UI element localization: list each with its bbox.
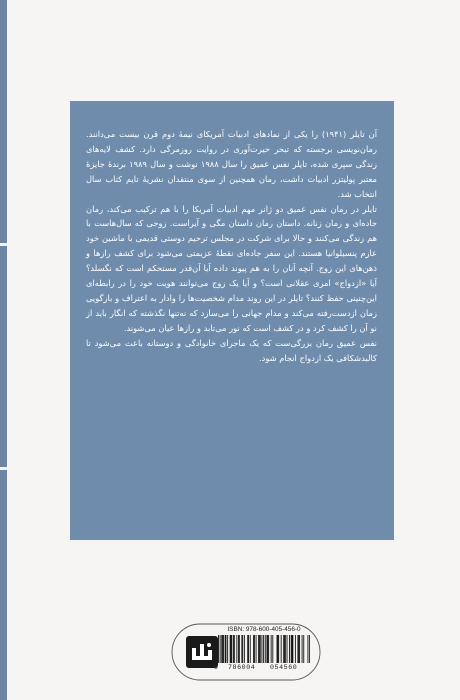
- barcode-bar: [220, 635, 221, 663]
- barcode-bar: [256, 635, 257, 663]
- barcode-bar: [230, 635, 231, 663]
- barcode-digits-right: 054560: [270, 664, 298, 671]
- barcode-bar: [234, 635, 235, 663]
- barcode-bar: [231, 635, 232, 663]
- barcode-bar: [265, 635, 266, 663]
- barcode-bar: [258, 635, 259, 663]
- barcode-bar: [233, 635, 234, 663]
- barcode-bar: [307, 635, 308, 663]
- barcode-bar: [267, 635, 268, 663]
- barcode-bar: [289, 635, 290, 663]
- barcode-bar: [299, 635, 300, 663]
- blurb-paragraph-1: آن تایلر (۱۹۴۱) را یکی از نمادهای ادبیات آمریکای نیمهٔ دوم قرن بیست می‌دانند. رمان‌نویسی برجسته که تبحر حیرت‌آوری در روایت روزمرگی دارد. کشف لایه‌های زندگی سپری شده، تایلر نفس عمیق را سال ۱۹۸۸ نوشت و سال ۱۹۸۹ برندهٔ جایزهٔ معتبر پولیتزر ادبیات داشت، رمان همچنین از سوی منتقدان نشریهٔ تایم کتاب سال انتخاب شد.: [86, 129, 377, 199]
- barcode-bar: [247, 635, 248, 663]
- barcode-bar: [303, 635, 304, 663]
- barcode-bar: [297, 635, 298, 663]
- barcode-bar: [221, 635, 222, 663]
- barcode-bar: [271, 635, 272, 663]
- spine-gap: [0, 243, 7, 246]
- barcode-bar: [295, 635, 296, 663]
- barcode-bar: [261, 635, 262, 663]
- blurb-paragraph-3: نفس عمیق رمان بزرگی‌ست که یک ماجرای خانوادگی و دوستانه باعث می‌شود تا کالبدشکافی یک ازدواج انجام شود.: [86, 337, 377, 363]
- barcode-bar: [250, 635, 251, 663]
- barcode-bar: [259, 635, 260, 663]
- barcode-bar: [278, 635, 279, 663]
- isbn-label: ISBN: 978-600-405-456-0: [227, 626, 301, 633]
- barcode-bar: [222, 635, 223, 663]
- barcode-bar: [226, 635, 227, 663]
- barcode-digits: [214, 664, 314, 674]
- blurb-text: [86, 127, 377, 366]
- barcode-bar: [239, 635, 240, 663]
- barcode-bar: [254, 635, 255, 663]
- barcode-bar: [283, 635, 284, 663]
- barcode-bar: [277, 635, 278, 663]
- barcode-bar: [302, 635, 303, 663]
- barcode-bar: [272, 635, 273, 663]
- barcode-bar: [284, 635, 285, 663]
- barcode-bar: [260, 635, 261, 663]
- barcode-bar: [241, 635, 242, 663]
- barcode-bar: [287, 635, 288, 663]
- barcode-bar: [244, 635, 245, 663]
- barcode-bar: [263, 635, 264, 663]
- isbn-block: [214, 626, 314, 678]
- barcode-bar: [309, 635, 310, 663]
- barcode-bar: [277, 635, 278, 663]
- barcode-bar: [223, 635, 224, 663]
- barcode-bar: [291, 635, 292, 663]
- spine-gap: [0, 467, 7, 470]
- barcode-bar: [218, 635, 219, 663]
- barcode-bar: [238, 635, 239, 663]
- barcode-bar: [253, 635, 254, 663]
- barcode: [218, 635, 310, 663]
- blurb-paragraph-2: تایلر در رمان نفس عمیق دو ژانر مهم ادبیات آمریکا را با هم ترکیب می‌کند، رمان جاده‌ای و رمان زنانه. داستان رمان داستان مگی و آیراست. زوجی که سال‌هاست با هم زندگی می‌کنند و حالا برای شرکت در مجلس ترحیم دوستی قدیمی با ماشین خود عازم پنسیلوانیا هستند. این سفر جاده‌ای نقطهٔ عزیمتی می‌شود برای کشف رازها و ذهن‌های این زوج. آنچه آنان را به هم پیوند داده آیا آن‌قدر مستحکم است که نگسلد؟ آیا «ازدواج» امری عقلانی است؟ و آیا یک زوج می‌توانند هویت خود را در رابطه‌ای این‌چنینی حفظ کنند؟ تایلر در این روند مدام شخصیت‌ها را وادار به اعتراف و بازگویی زمان ازدست‌رفته می‌کند و مدام جهانی را می‌سازد که نه‌تنها نگذشته که انگار باید از نو آن را کشف کرد و در کشف است که نور می‌تابد و رازها عیان می‌شوند.: [86, 203, 377, 333]
- barcode-bar: [268, 635, 269, 663]
- barcode-bar: [292, 635, 293, 663]
- barcode-bar: [267, 635, 268, 663]
- barcode-bar: [298, 635, 299, 663]
- barcode-bar: [285, 635, 286, 663]
- barcode-bar: [231, 635, 232, 663]
- barcode-bar: [281, 635, 282, 663]
- barcode-bar: [225, 635, 226, 663]
- barcode-bar: [236, 635, 237, 663]
- barcode-bar: [248, 635, 249, 663]
- spine-edge: [0, 0, 7, 700]
- barcode-digits-left: 786004: [228, 664, 256, 671]
- barcode-bar: [227, 635, 228, 663]
- barcode-bar: [242, 635, 243, 663]
- barcode-bar: [292, 635, 293, 663]
- barcode-digit-lead: 9: [214, 664, 218, 671]
